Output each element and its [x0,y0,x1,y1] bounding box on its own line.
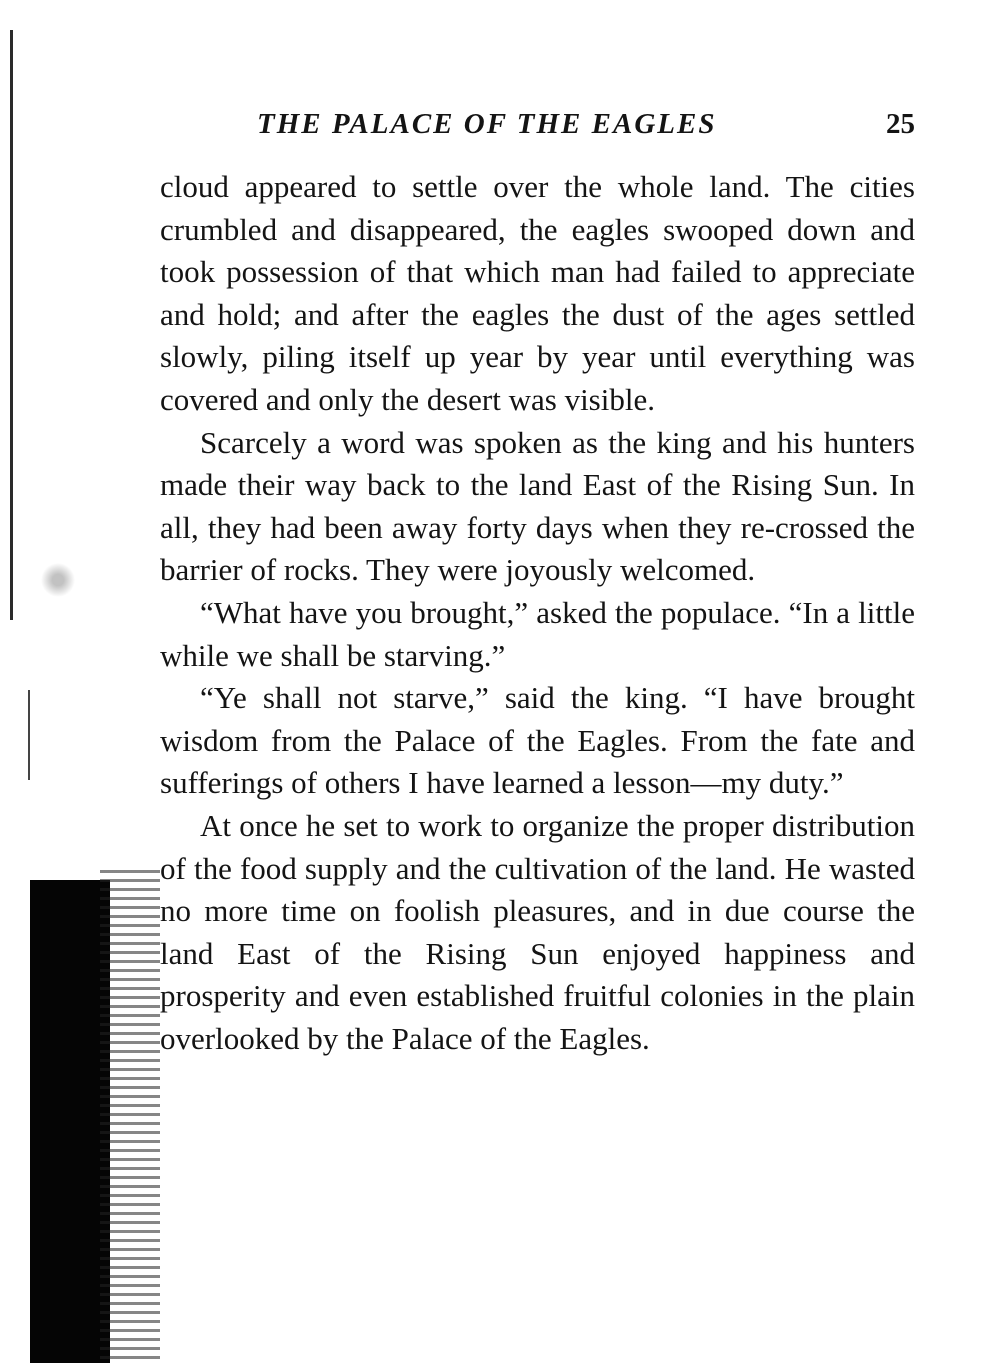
scan-edge-mark [28,690,30,780]
binding-shadow [30,880,110,1363]
page-number: 25 [886,108,915,140]
scan-speck [38,560,78,600]
running-head [257,108,915,152]
paragraph-continuation: cloud appeared to settle over the whole land. The cities crumbled and disappeared, the eagles swooped down and took possession of that which man had failed to appreciate and hold; and after the eagles the dust of the ages settled slowly, piling itself up year by year until everything was covered and only the desert was visible. [160,169,915,417]
body-text [160,166,915,1060]
book-page [160,108,915,1060]
paragraph-conclusion: At once he set to work to organize the proper distribution of the food supply and the cultivation of the land. He wasted no more time on foolish pleasures, and in due course the land East of the Rising Sun enjoyed happiness and prosperity and even established fruitful colonies in the plain overlooked by the Palace of the Eagles. [160,807,915,1056]
paragraph-king-reply: “Ye shall not starve,” said the king. “I have brought wisdom from the Palace of the Eagles. From the fate and sufferings of others I have learned a lesson—my duty.” [160,680,915,801]
running-title: THE PALACE OF THE EAGLES [257,108,717,140]
scan-edge-line [10,30,13,620]
paragraph-populace-question: “What have you brought,” asked the populace. “In a little while we shall be starving.” [160,594,915,673]
paragraph-return-journey: Scarcely a word was spoken as the king and his hunters made their way back to the land East of the Rising Sun. In all, they had been away forty days when they re-crossed the barrier of rocks. They were joyously welcomed. [160,424,915,588]
binding-edge-texture [100,870,160,1363]
